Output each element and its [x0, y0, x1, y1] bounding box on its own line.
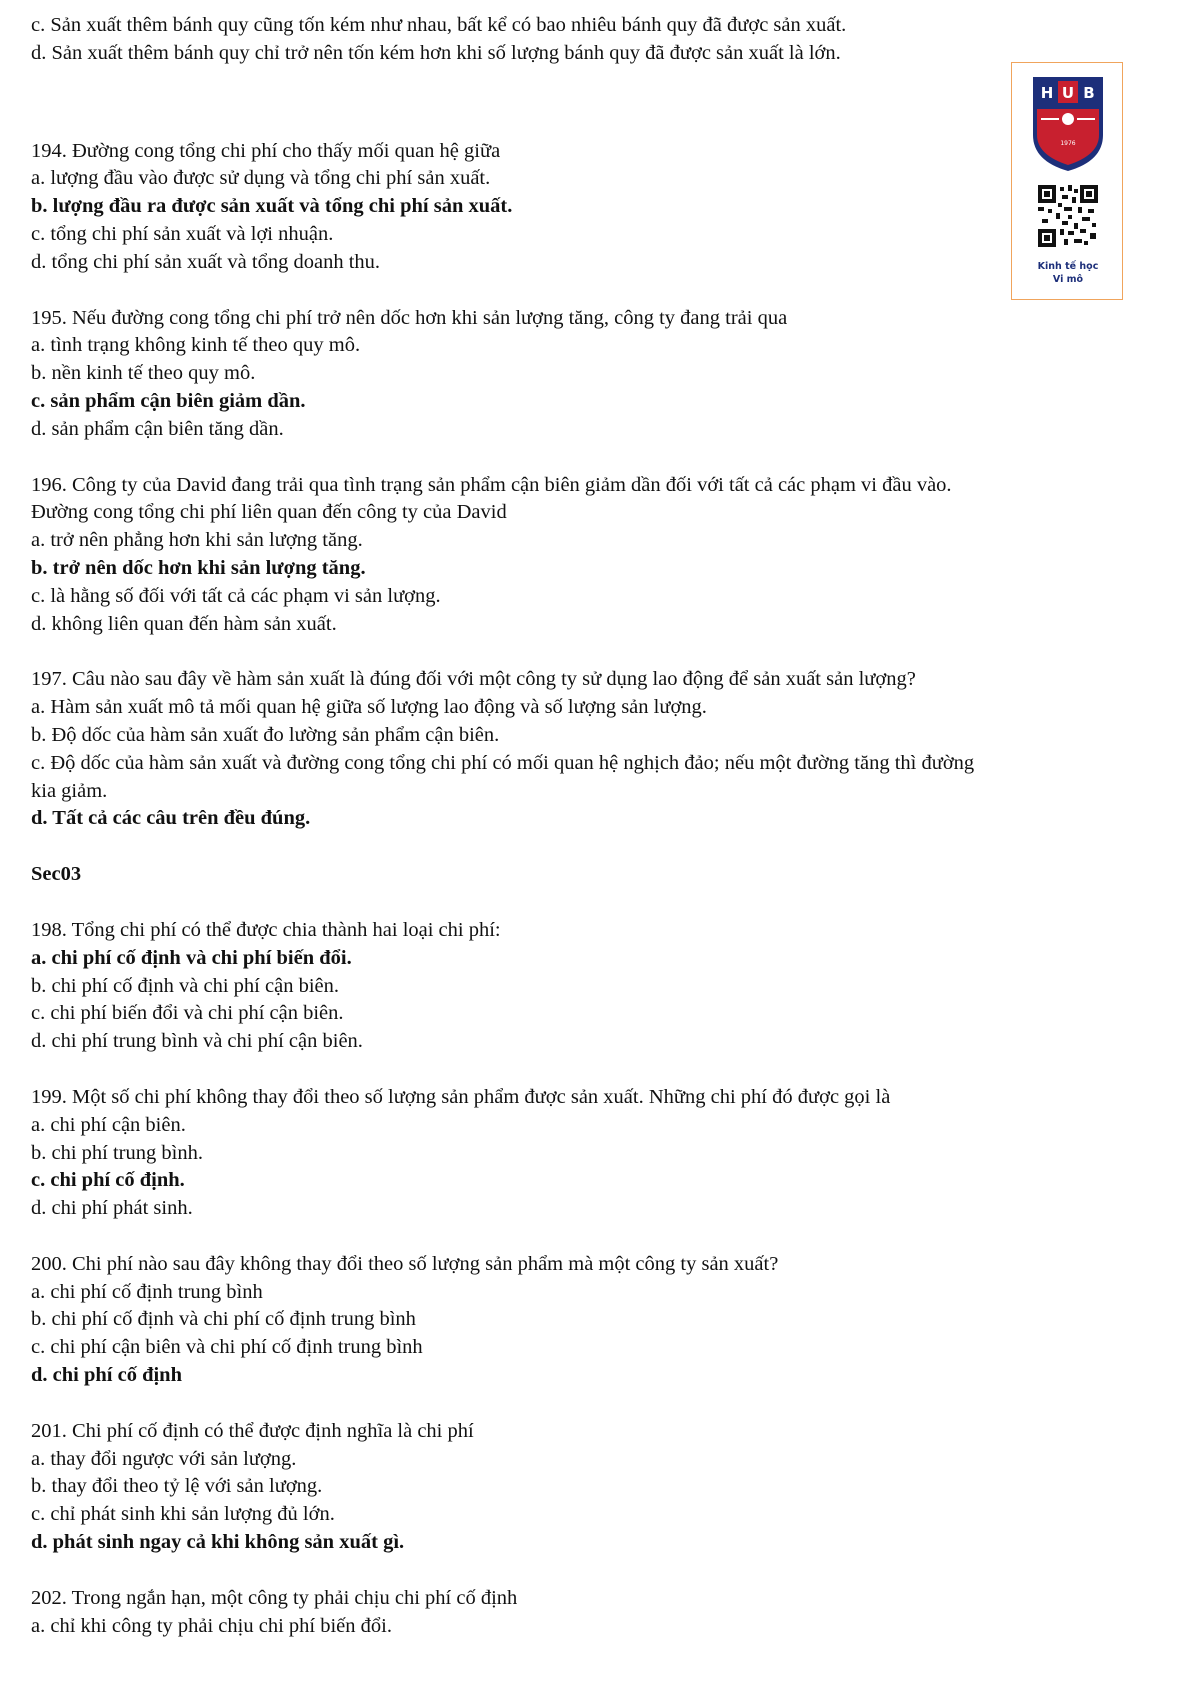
question-stem: 201. Chi phí cố định có thể được định nghĩa là chi phí [31, 1419, 474, 1442]
section-heading: Sec03 [31, 863, 82, 886]
logo-year: 1976 [1060, 140, 1076, 147]
answer-option: c. chi phí biến đổi và chi phí cận biên. [31, 1002, 344, 1025]
question-stem: 199. Một số chi phí không thay đổi theo số lượng sản phẩm được sản xuất. Những chi phí đó được gọi là [31, 1085, 891, 1108]
answer-option: b. thay đổi theo tỷ lệ với sản lượng. [31, 1475, 323, 1498]
question-list-1 [31, 138, 1161, 862]
option-d: d. Sản xuất thêm bánh quy chỉ trở nên tốn kém hơn khi số lượng bánh quy đã được sản xuất là lớn. [31, 41, 841, 64]
document-page [31, 12, 1161, 1668]
question-stem: 196. Công ty của David đang trải qua tình trạng sản phẩm cận biên giảm dần đối với tất cả các phạm vi đầu vào. [31, 473, 952, 496]
answer-option: c. là hằng số đối với tất cả các phạm vi sản lượng. [31, 584, 441, 607]
question-stem: 202. Trong ngắn hạn, một công ty phải chịu chi phí cố định [31, 1586, 518, 1609]
question-stem: 195. Nếu đường cong tổng chi phí trở nên dốc hơn khi sản lượng tăng, công ty đang trải qua [31, 306, 788, 329]
answer-option: d. chi phí trung bình và chi phí cận biên. [31, 1030, 363, 1053]
answer-option: b. chi phí trung bình. [31, 1141, 203, 1164]
logo-letter-b: B [1083, 84, 1095, 102]
question [31, 666, 1161, 833]
question-stem: 198. Tổng chi phí có thể được chia thành hai loại chi phí: [31, 918, 501, 941]
answer-option-cont: kia giảm. [31, 779, 108, 802]
logo-caption-line2: Vi mô [1052, 274, 1084, 285]
answer-option: b. chi phí cố định và chi phí cận biên. [31, 974, 339, 997]
answer-option: d. tổng chi phí sản xuất và tổng doanh thu. [31, 250, 381, 273]
answer-option: a. chi phí cận biên. [31, 1113, 186, 1136]
answer-option: a. thay đổi ngược với sản lượng. [31, 1447, 297, 1470]
answer-option: b. nền kinh tế theo quy mô. [31, 362, 256, 385]
answer-option-correct: b. lượng đầu ra được sản xuất và tổng chi phí sản xuất. [31, 195, 513, 218]
question [31, 1251, 1161, 1390]
answer-option-correct: c. chi phí cố định. [31, 1169, 185, 1192]
question-stem: 194. Đường cong tổng chi phí cho thấy mối quan hệ giữa [31, 139, 501, 162]
logo-caption-line1: Kinh tế học [1037, 261, 1099, 272]
question-stem: 197. Câu nào sau đây về hàm sản xuất là đúng đối với một công ty sử dụng lao động để sản xuất sản lượng? [31, 668, 916, 691]
question [31, 1418, 1161, 1557]
question [31, 1084, 1161, 1223]
question [31, 138, 1161, 277]
question-list-2 [31, 917, 1161, 1669]
answer-option: a. Hàm sản xuất mô tả mối quan hệ giữa số lượng lao động và số lượng sản lượng. [31, 696, 707, 719]
answer-option: d. chi phí phát sinh. [31, 1197, 193, 1220]
question-stem: 200. Chi phí nào sau đây không thay đổi theo số lượng sản phẩm mà một công ty sản xuất? [31, 1252, 779, 1275]
answer-option: b. Độ dốc của hàm sản xuất đo lường sản phẩm cận biên. [31, 723, 500, 746]
answer-option-correct: d. Tất cả các câu trên đều đúng. [31, 807, 311, 830]
answer-option: c. chỉ phát sinh khi sản lượng đủ lớn. [31, 1503, 335, 1526]
answer-option: a. tình trạng không kinh tế theo quy mô. [31, 334, 361, 357]
question [31, 917, 1161, 1056]
answer-option: c. tổng chi phí sản xuất và lợi nhuận. [31, 222, 334, 245]
answer-option: d. sản phẩm cận biên tăng dần. [31, 417, 284, 440]
answer-option-correct: c. sản phẩm cận biên giảm dần. [31, 389, 306, 412]
question [31, 472, 1161, 639]
question [31, 305, 1161, 444]
answer-option: a. chi phí cố định trung bình [31, 1280, 263, 1303]
answer-option: c. Độ dốc của hàm sản xuất và đường cong tổng chi phí có mối quan hệ nghịch đảo; nếu một đường tăng thì đường [31, 751, 975, 774]
logo-letter-u: U [1061, 84, 1075, 102]
answer-option: c. chi phí cận biên và chi phí cố định trung bình [31, 1336, 423, 1359]
answer-option-correct: a. chi phí cố định và chi phí biến đổi. [31, 946, 352, 969]
answer-option-correct: d. phát sinh ngay cả khi không sản xuất gì. [31, 1531, 405, 1554]
option-c: c. Sản xuất thêm bánh quy cũng tốn kém như nhau, bất kể có bao nhiêu bánh quy đã được sản xuất. [31, 14, 847, 36]
answer-option-correct: b. trở nên dốc hơn khi sản lượng tăng. [31, 556, 366, 579]
answer-option: a. lượng đầu vào được sử dụng và tổng chi phí sản xuất. [31, 167, 491, 190]
answer-option: a. trở nên phẳng hơn khi sản lượng tăng. [31, 529, 363, 552]
question-stem-cont: Đường cong tổng chi phí liên quan đến công ty của David [31, 501, 507, 524]
answer-option: b. chi phí cố định và chi phí cố định trung bình [31, 1308, 416, 1331]
answer-option-correct: d. chi phí cố định [31, 1364, 182, 1387]
logo-letter-h: H [1040, 84, 1054, 102]
answer-option: d. không liên quan đến hàm sản xuất. [31, 612, 337, 635]
question [31, 1585, 1161, 1641]
answer-option: a. chỉ khi công ty phải chịu chi phí biến đổi. [31, 1614, 392, 1637]
